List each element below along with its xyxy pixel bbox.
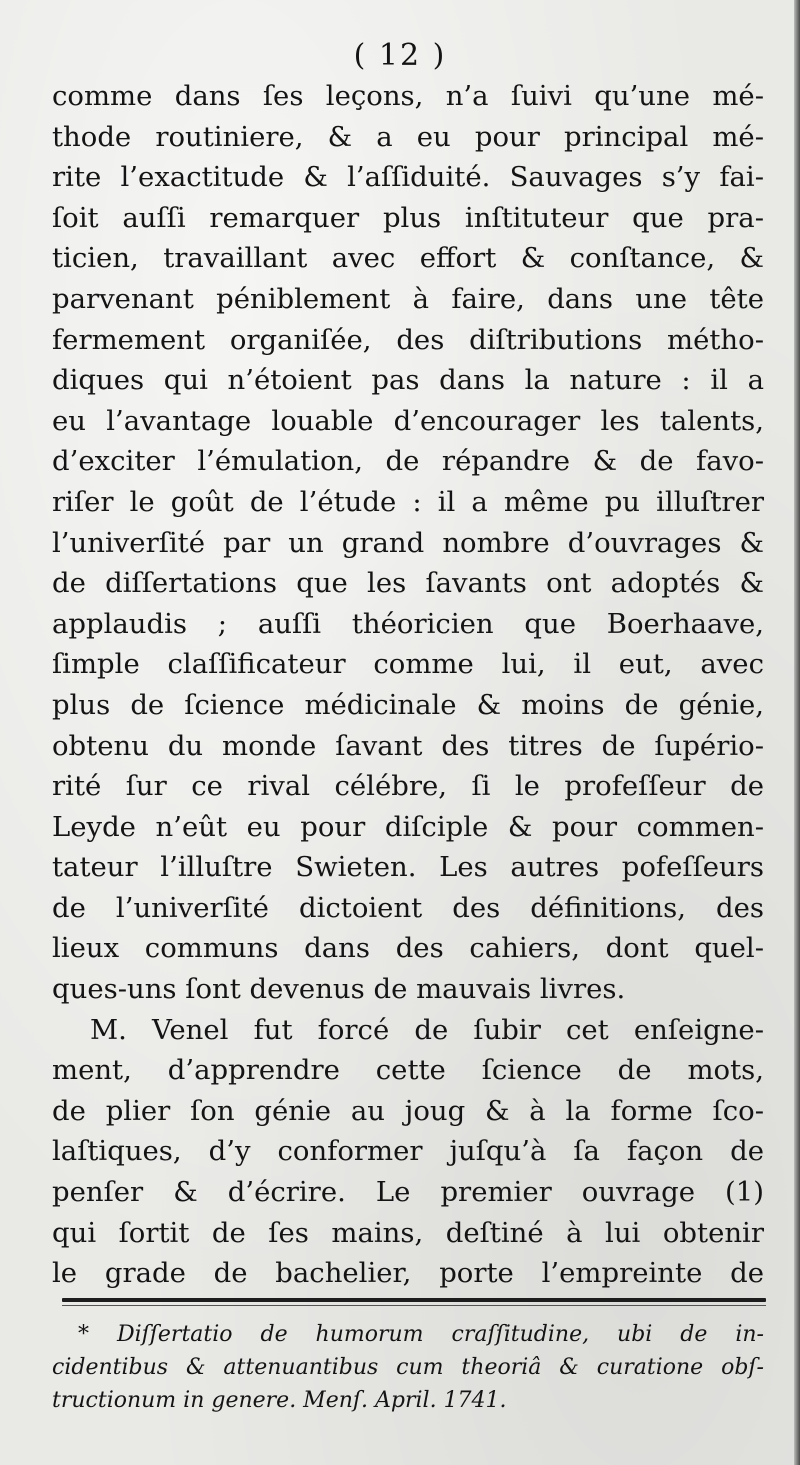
footnote-line: * Diſſertatio de humorum craſſitudine, ubi de in- <box>78 1322 764 1347</box>
text-line: tateur l’illuſtre Swieten. Les autres pofeſſeurs <box>52 851 764 884</box>
footnote-separator-rule <box>62 1298 766 1302</box>
footnote-line: cidentibus & attenuantibus cum theoriâ & curatione obſ- <box>52 1355 764 1380</box>
text-line: ſimple claſſificateur comme lui, il eut, avec <box>52 648 764 681</box>
text-line: ticien, travaillant avec effort & conſtance, & <box>52 242 764 275</box>
text-line: Leyde n’eût eu pour diſciple & pour commen- <box>52 810 764 843</box>
text-line: de plier ſon génie au joug & à la forme ſco- <box>52 1094 764 1127</box>
text-line: riſer le goût de l’étude : il a même pu illuſtrer <box>52 485 764 518</box>
footnote-line: tructionum in genere. Menſ. April. 1741. <box>52 1388 507 1413</box>
text-line: applaudis ; auſſi théoricien que Boerhaave, <box>52 607 764 640</box>
text-line: de l’univerſité dictoient des définitions, des <box>52 891 764 924</box>
text-line: comme dans ſes leçons, n’a ſuivi qu’une mé- <box>52 80 764 112</box>
text-line: parvenant péniblement à faire, dans une tête <box>52 282 764 315</box>
text-line: lieux communs dans des cahiers, dont quel- <box>52 932 764 965</box>
text-line: ſoit auſſi remarquer plus inſtituteur que pra- <box>52 201 764 234</box>
footnote <box>52 1318 764 1417</box>
text-line: rité ſur ce rival célébre, ſi le profeſſeur de <box>52 770 764 803</box>
text-line: laſtiques, d’y conformer juſqu’à ſa façon de <box>52 1135 764 1168</box>
text-line: le grade de bachelier, porte l’empreinte de <box>52 1257 764 1290</box>
text-line: penſer & d’écrire. Le premier ouvrage (1) <box>52 1176 764 1209</box>
text-line: l’univerſité par un grand nombre d’ouvrages & <box>52 526 764 559</box>
text-line: rite l’exactitude & l’aſſiduité. Sauvages s’y fai- <box>52 161 764 194</box>
text-line: de diſſertations que les ſavants ont adoptés & <box>52 567 764 600</box>
page-number: ( 12 ) <box>353 38 447 73</box>
text-line: ques-uns ſont devenus de mauvais livres. <box>52 973 626 1006</box>
text-line: plus de ſcience médicinale & moins de génie, <box>52 688 764 721</box>
text-line: obtenu du monde ſavant des titres de ſupério- <box>52 729 764 762</box>
text-line: d’exciter l’émulation, de répandre & de favo- <box>52 445 764 478</box>
text-line: eu l’avantage louable d’encourager les talents, <box>52 404 764 437</box>
text-line: M. Venel fut forcé de ſubir cet enſeigne- <box>90 1013 764 1046</box>
text-line: ment, d’apprendre cette ſcience de mots, <box>52 1054 764 1087</box>
text-line: thode routiniere, & a eu pour principal mé- <box>52 120 764 153</box>
footnote-separator-hairline <box>62 1305 766 1306</box>
text-line: qui ſortit de ſes mains, deſtiné à lui obtenir <box>52 1216 764 1249</box>
text-line: diques qui n’étoient pas dans la nature : il a <box>52 364 764 397</box>
page-edge-shadow <box>794 0 800 1465</box>
body-text <box>52 76 764 1294</box>
text-line: fermement organiſée, des diſtributions métho- <box>52 323 764 356</box>
